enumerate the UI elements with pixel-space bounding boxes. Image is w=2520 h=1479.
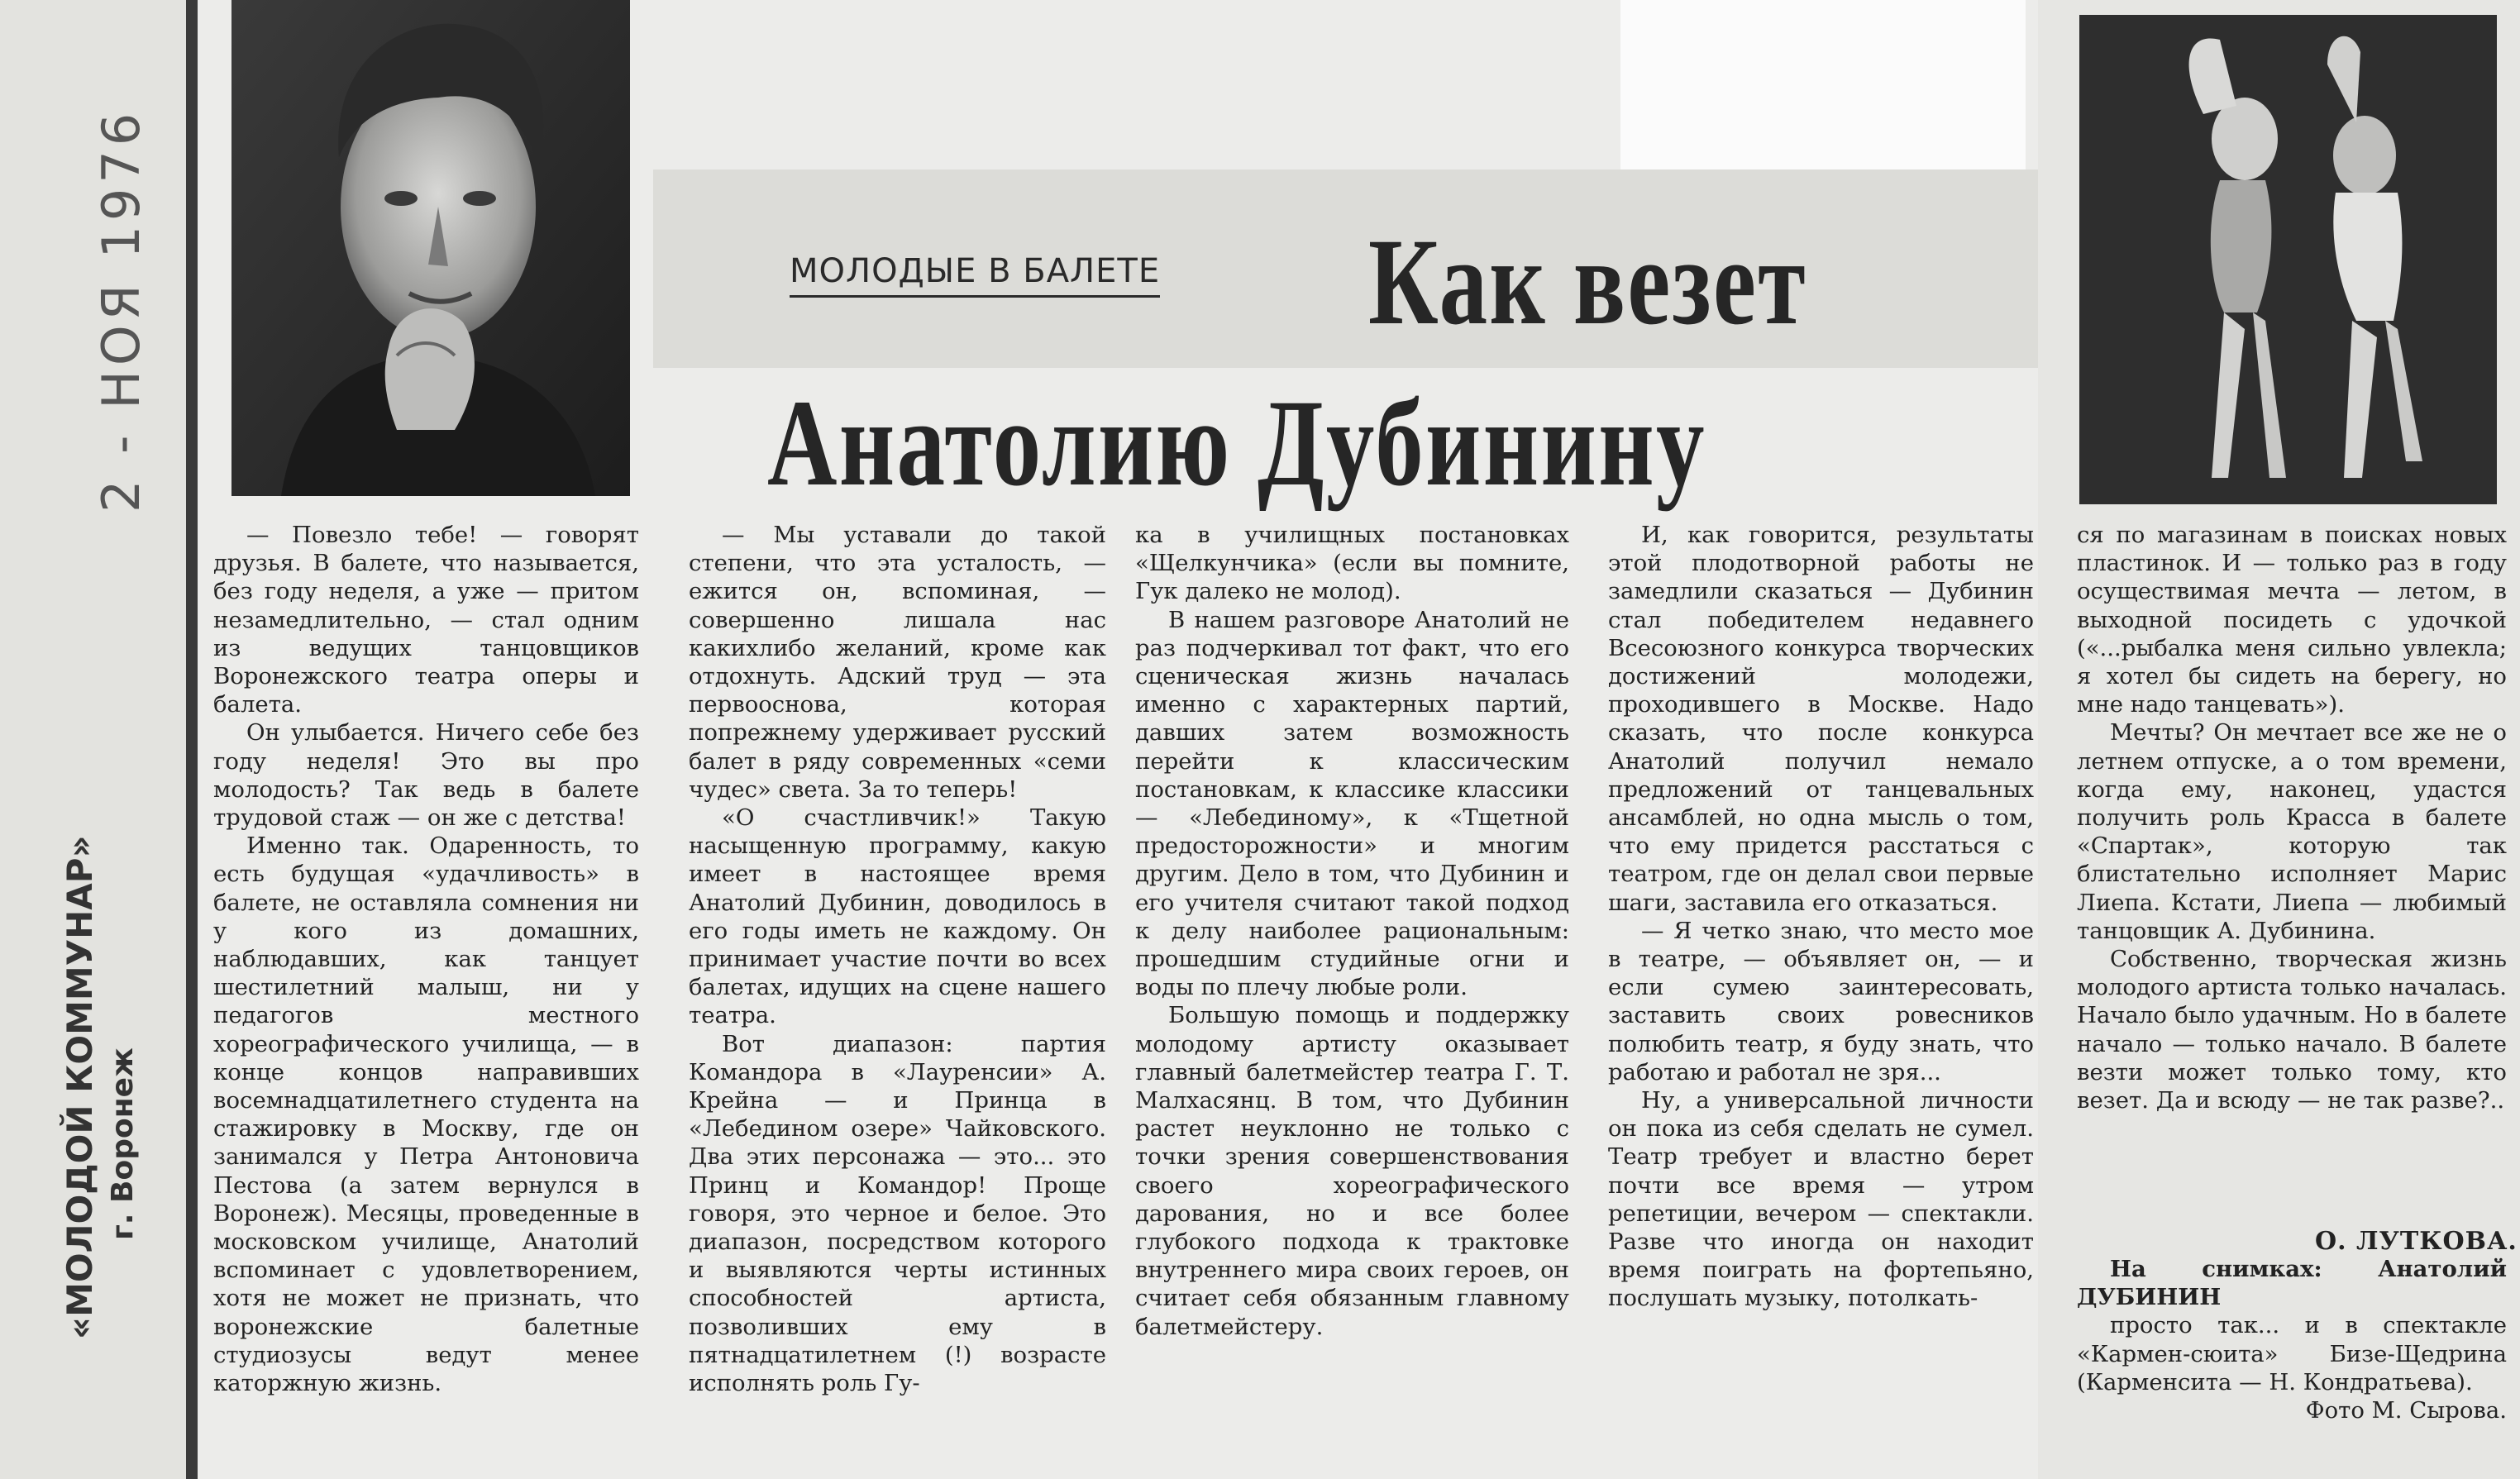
paragraph: — Я четко знаю, что место мое в театре, — объявляет он, — и если сумею заинтересовать, заставить своих ровесников полюбить театр, я буду знать, что работаю и работал не зря... xyxy=(1608,917,2034,1085)
article-column-5 xyxy=(2077,521,2507,1114)
paragraph: Большую помощь и поддержку молодому артисту оказывает главный балетмейстер театра Г. Т. Малхасянц. В том, что Дубинин растет неуклонно не только с точки зрения совершенствования своего хореографического дарования, но и все более глубокого подхода к трактовке внутреннего мира своих героев, он считает себя обязанным главному балетмейстеру. xyxy=(1135,1002,1569,1340)
portrait-photo xyxy=(231,0,630,496)
photo-credit: Фото М. Сырова. xyxy=(2305,1397,2507,1424)
article-column-3 xyxy=(1135,521,1569,1341)
paragraph: ся по магазинам в поисках новых пластинок. И — только раз в году осуществимая мечта — летом, в выходной посидеть с удочкой («...рыбалка меня сильно увлекла; я хотел бы сидеть на берегу, но мне надо танцевать»). xyxy=(2077,522,2507,718)
paragraph: Ну, а универсальной личности он пока из себя сделать не сумел. Театр требует и властно берет почти все время — утром репетиции, вечером — спектакли. Разве что иногда он находит время поиграть на фортепьяно, послушать музыку, потолкать- xyxy=(1608,1087,2034,1312)
caption-text: просто так... и в спектакле «Кармен-сюита» Бизе-Щедрина (Карменсита — Н. Кондратьева). xyxy=(2077,1312,2507,1396)
paragraph: «О счастливчик!» Такую насыщенную программу, какую имеет в настоящее время Анатолий Дубинин, доводилось в его годы иметь не каждому. Он принимает участие почти во всех балетах, идущих на сцене нашего театра. xyxy=(689,804,1106,1029)
article-column-4 xyxy=(1608,521,2034,1313)
paragraph: Мечты? Он мечтает все же не о летнем отпуске, а о том времени, когда ему, наконец, удастся получить роль Красса в балете «Спартак», которую так блистательно исполняет Марис Лиепа. Кстати, Лиепа — любимый танцовщик А. Дубинина. xyxy=(2077,719,2507,944)
clipping-border xyxy=(186,0,198,1479)
caption-title: На снимках: Анатолий ДУБИНИН xyxy=(2077,1256,2507,1311)
backing-paper xyxy=(1620,0,2026,174)
paragraph: Он улыбается. Ничего себе без году неделя! Это вы про молодость? Так ведь в балете трудовой стаж — он же с детства! xyxy=(213,719,639,832)
ballet-photo xyxy=(2079,15,2497,504)
paragraph: Именно так. Одаренность, то есть будущая «удачливость» в балете, не оставляла сомнения ни у кого из домашних, наблюдавших, как танцует шестилетний малыш, ни у педагогов местного хореографического училища, — в конце концов направивших восемнадцатилетнего студента на стажировку в Москву, где он занимался у Петра Антоновича Пестова (а затем вернулся в Воронеж). Месяцы, проведенные в московском училище, Анатолий вспоминает с удовлетворением, хотя не может не признать, что воронежские балетные студиозусы ведут менее каторжную жизнь. xyxy=(213,833,639,1397)
headline-line-2: Анатолию Дубинину xyxy=(767,375,1706,512)
paragraph: — Повезло тебе! — говорят друзья. В балете, что называется, без году неделя, а уже — притом незамедлительно, — стал одним из ведущих танцовщиков Воронежского театра оперы и балета. xyxy=(213,522,639,718)
author-signature: О. ЛУТКОВА. xyxy=(2315,1227,2518,1256)
article-column-1 xyxy=(213,521,639,1397)
paragraph: ка в училищных постановках «Щелкунчика» (если вы помните, Гук далеко не молод). xyxy=(1135,522,1569,605)
paragraph: Вот диапазон: партия Командора в «Лауренсии» А. Крейна — и Принца в «Лебедином озере» Чайковского. Два этих персонажа — это... это Принц и Командор! Проще говоря, это черное и белое. Это диапазон, посредством которого и выявляются черты истинных способностей артиста, позволивших ему в пятнадцатилетнем (!) возрасте исполнять роль Гу- xyxy=(689,1030,1106,1397)
rubric: МОЛОДЫЕ В БАЛЕТЕ xyxy=(790,252,1160,298)
newspaper-source: «МОЛОДОЙ КОММУНАР» xyxy=(60,835,100,1339)
headline-line-1: Как везет xyxy=(1368,213,1808,351)
article-column-2 xyxy=(689,521,1106,1397)
paragraph: — Мы уставали до такой степени, что эта усталость, — ежится он, вспоминая, — совершенно лишала нас какихлибо желаний, кроме как отдохнуть. Адский труд — эта первооснова, которая попрежнему удерживает русский балет в ряду современных «семи чудес» света. За то теперь! xyxy=(689,522,1106,803)
date-stamp: 2 - НОЯ 1976 xyxy=(91,107,151,513)
newspaper-city: г. Воронеж xyxy=(106,1047,140,1240)
paragraph: И, как говорится, результаты этой плодотворной работы не замедлили сказаться — Дубинин стал победителем недавнего Всесоюзного конкурса творческих достижений молодежи, проходившего в Москве. Надо сказать, что после конкурса Анатолий получил немало предложений от танцевальных ансамблей, но одна мысль о том, что ему придется расстаться с театром, где он делал свои первые шаги, заставила его отказаться. xyxy=(1608,522,2034,916)
paragraph: Собственно, творческая жизнь молодого артиста только началась. Начало было удачным. Но в балете начало — только начало. В балете везти может только тому, кто везет. Да и всюду — не так разве?.. xyxy=(2077,946,2507,1114)
paragraph: В нашем разговоре Анатолий не раз подчеркивал тот факт, что его сценическая жизнь началась именно с характерных партий, давших затем возможность перейти к классическим постановкам, к классике классики — «Лебединому», к «Тщетной предосторожности» и многим другим. Дело в том, что Дубинин и его учителя считают такой подход к делу наиболее рациональным: прошедшим студийные огни и воды по плечу любые роли. xyxy=(1135,606,1569,1001)
photo-caption xyxy=(2077,1255,2507,1424)
